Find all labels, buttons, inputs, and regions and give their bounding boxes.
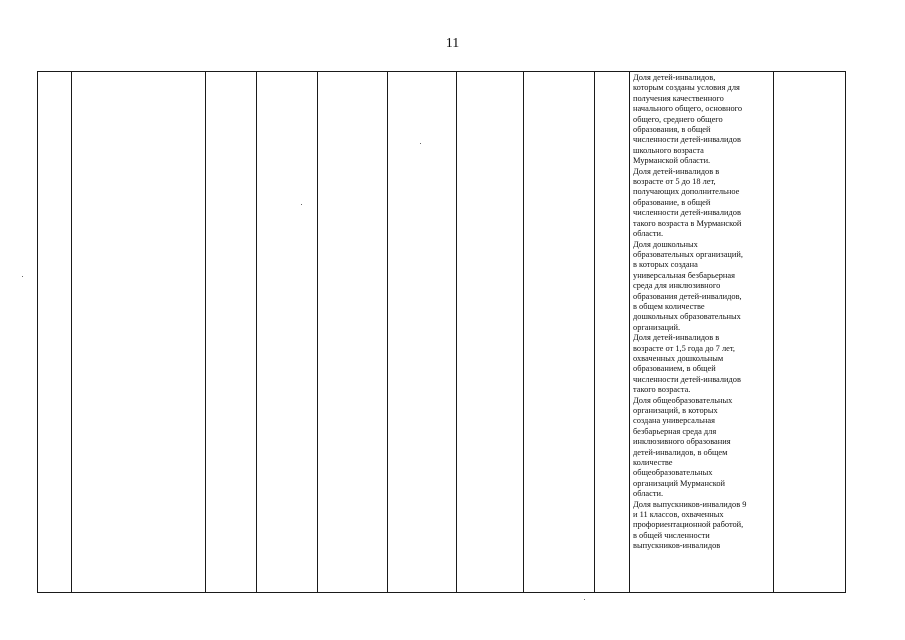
table-cell-col11 [774, 72, 846, 593]
table-cell-indicators [630, 72, 774, 593]
table-cell-col4 [257, 72, 318, 593]
table-cell-col7 [457, 72, 524, 593]
table-cell-col8 [524, 72, 595, 593]
table-cell-col6 [388, 72, 457, 593]
indicators-text: Доля детей-инвалидов, которым созданы условия для получения качественного начального общего, основного общего, среднего общего образования, в общей численности детей-инвалидов школьного возраста Мурманской области. Доля детей-инвалидов в возрасте от 5 до 18 лет, получающих дополнительное образование, в общей численности детей-инвалидов такого возраста в Мурманской области. Доля дошкольных образовательных организаций, в которых создана универсальная безбарьерная среда для инклюзивного образования детей-инвалидов, в общем количестве дошкольных образовательных организаций. Доля детей-инвалидов в возрасте от 1,5 года до 7 лет, охваченных дошкольным образованием, в общей численности детей-инвалидов такого возраста. Доля общеобразовательных организаций, в которых создана универсальная безбарьерная среда для инклюзивного образования детей-инвалидов, в общем количестве общеобразовательных организаций Мурманской области. Доля выпускников-инвалидов 9 и 11 классов, охваченных профориентационной работой, в общей численности выпускников-инвалидов [633, 73, 747, 551]
table-cell-col3 [206, 72, 257, 593]
program-table [37, 71, 846, 593]
scan-speck [420, 143, 421, 144]
table-row [38, 72, 846, 593]
scan-speck [301, 204, 302, 205]
table-cell-number [38, 72, 72, 593]
scan-speck [584, 599, 585, 600]
scan-speck [22, 276, 23, 277]
page-number: 11 [445, 36, 460, 51]
table-cell-name [72, 72, 206, 593]
table-cell-col5 [318, 72, 388, 593]
table-cell-col9 [595, 72, 630, 593]
